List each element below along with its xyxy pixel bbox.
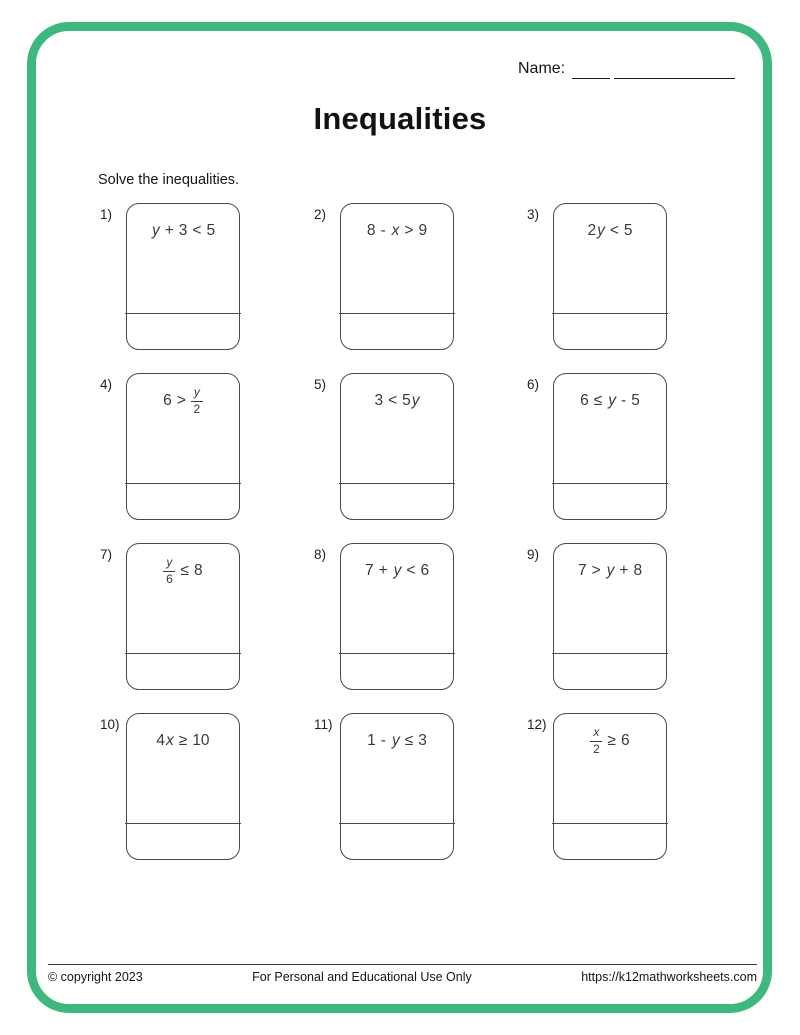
answer-area	[125, 653, 240, 689]
problem-number: 1)	[100, 207, 113, 222]
variable: y	[411, 392, 420, 409]
page-title: Inequalities	[313, 101, 487, 136]
problem-11	[314, 713, 454, 860]
variable: y	[597, 222, 605, 239]
problem-box	[553, 713, 667, 860]
problem-number: 8)	[314, 547, 327, 562]
variable: x	[166, 732, 174, 749]
number: 3	[178, 222, 188, 239]
operator: -	[380, 732, 386, 749]
number: 9	[418, 222, 428, 239]
number: 5	[631, 392, 640, 409]
variable: y	[151, 222, 160, 239]
variable: y	[393, 562, 402, 579]
number: 8	[633, 562, 643, 579]
variable: y	[391, 732, 400, 749]
answer-area	[552, 823, 667, 859]
operator: >	[404, 222, 414, 239]
answer-area	[339, 483, 454, 519]
problem-number: 7)	[100, 547, 113, 562]
operator: +	[378, 562, 388, 579]
number: 6	[620, 732, 630, 749]
instructions-text: Solve the inequalities.	[98, 172, 240, 188]
problem-10	[100, 713, 240, 860]
problem-2	[314, 203, 454, 350]
problem-number: 11)	[314, 717, 333, 732]
answer-area	[125, 483, 240, 519]
number: 6	[420, 562, 430, 579]
equation	[554, 213, 666, 249]
answer-area	[125, 823, 240, 859]
operator: <	[192, 222, 202, 239]
operator: +	[619, 562, 629, 579]
problem-number: 3)	[527, 207, 540, 222]
problem-number: 9)	[527, 547, 540, 562]
equation	[341, 213, 453, 249]
operator: ≥	[607, 732, 616, 749]
equation	[341, 553, 453, 589]
number: 5	[206, 222, 216, 239]
operator: <	[406, 562, 416, 579]
footer-usage: For Personal and Educational Use Only	[252, 970, 472, 984]
answer-area	[125, 313, 240, 349]
problem-number: 6)	[527, 377, 540, 392]
operator: <	[388, 392, 398, 409]
problem-5	[314, 373, 454, 520]
problem-6	[527, 373, 667, 520]
footer-url: https://k12mathworksheets.com	[581, 970, 757, 984]
problem-12	[527, 713, 667, 860]
number: 3	[374, 392, 384, 409]
operator: ≥	[178, 732, 188, 749]
problem-3	[527, 203, 667, 350]
equation	[127, 723, 239, 759]
number: 8	[193, 562, 203, 579]
equation	[341, 383, 453, 419]
equation	[554, 383, 666, 419]
answer-area	[339, 313, 454, 349]
problem-8	[314, 543, 454, 690]
answer-area	[339, 653, 454, 689]
equation	[127, 213, 239, 249]
number: 6	[580, 392, 589, 409]
answer-area	[552, 313, 667, 349]
number: 7	[364, 562, 374, 579]
problem-box	[340, 373, 454, 520]
variable: y	[606, 562, 615, 579]
operator: -	[621, 392, 627, 409]
variable: x	[391, 222, 400, 239]
problem-box	[340, 543, 454, 690]
problem-number: 5)	[314, 377, 327, 392]
operator: >	[176, 392, 186, 409]
problem-number: 2)	[314, 207, 327, 222]
fraction: $\frac{y}{6}$	[163, 556, 175, 585]
name-label: Name:	[518, 60, 566, 77]
operator: ≤	[404, 732, 414, 749]
problem-box	[553, 373, 667, 520]
answer-area	[552, 653, 667, 689]
problem-box	[553, 203, 667, 350]
problem-number: 10)	[100, 717, 120, 732]
number: 4	[156, 732, 166, 749]
problem-9	[527, 543, 667, 690]
operator: <	[609, 222, 619, 239]
problem-box	[126, 203, 240, 350]
equation	[554, 723, 666, 759]
problem-box	[126, 543, 240, 690]
answer-area	[552, 483, 667, 519]
operator: +	[164, 222, 174, 239]
operator: ≤	[593, 392, 603, 409]
equation	[127, 383, 239, 419]
footer	[48, 964, 757, 984]
problem-number: 4)	[100, 377, 113, 392]
problem-box	[126, 373, 240, 520]
number: 7	[577, 562, 587, 579]
operator: -	[380, 222, 386, 239]
number: 1	[367, 732, 376, 749]
fraction: $\frac{y}{2}$	[191, 386, 203, 415]
problem-1	[100, 203, 240, 350]
equation	[341, 723, 453, 759]
problem-number: 12)	[527, 717, 547, 732]
number: 6	[163, 392, 172, 409]
equation	[554, 553, 666, 589]
number: 5	[402, 392, 411, 409]
answer-area	[339, 823, 454, 859]
footer-copyright: © copyright 2023	[48, 970, 143, 984]
problem-4	[100, 373, 240, 520]
problem-box	[553, 543, 667, 690]
problem-box	[126, 713, 240, 860]
operator: ≤	[180, 562, 189, 579]
number: 2	[587, 222, 597, 239]
problem-box	[340, 713, 454, 860]
number: 8	[366, 222, 376, 239]
problem-box	[340, 203, 454, 350]
number: 10	[192, 732, 210, 749]
variable: y	[608, 392, 617, 409]
operator: >	[591, 562, 601, 579]
fraction: $\frac{x}{2}$	[590, 726, 602, 755]
problem-7	[100, 543, 240, 690]
number: 3	[418, 732, 427, 749]
equation	[127, 553, 239, 589]
number: 5	[623, 222, 633, 239]
